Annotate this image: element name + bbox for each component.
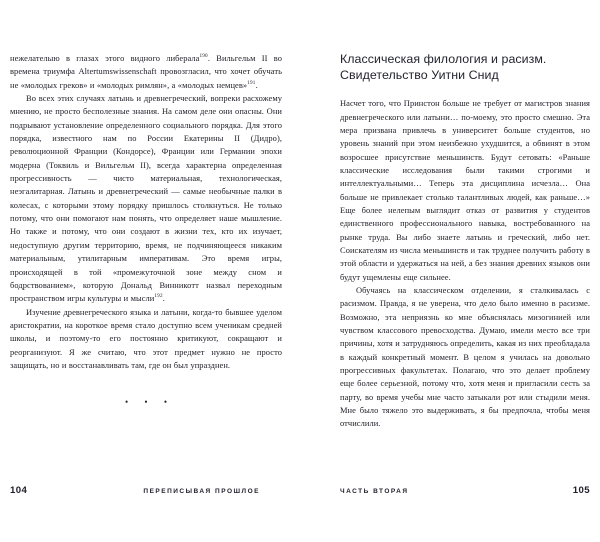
left-page-text-column bbox=[10, 52, 282, 407]
section-separator bbox=[10, 398, 282, 407]
paragraph: Во всех этих случаях латынь и древнегреческий, вопреки расхожему мнению, не просто бесполезные знания. На самом деле они опасны. Они подрывают установление определенного социального порядка. Для этого порядка, известного нам по России Екатерины II (Дидро), революционной Франции (Кондорсе), Франции или Германии эпохи модерна (Токвиль и Вильгельм II), всегда характерна определенная прогрессивность — чисто материальная, технологическая, неэгалитарная. Латынь и древнегреческий — самые необычные палки в колесах, с которыми этому порядку пришлось столкнуться. Не только потому, что они помогают нам понять, что определяет наше мышление. Но также и потому, что они создают в жизни тех, кто их изучает, недоступную другим территорию, время, не подчиняющееся никаким материальным, утилитарным императивам. Это время игры, происходящей в той «промежуточной зоне между сном и бодрствованием», которую Дональд Винникотт назвал переходным пространством игры культуры и мысли$^{192}$. bbox=[10, 93, 282, 304]
paragraph: Насчет того, что Принстон больше не требует от магистров знания древнегреческого или латыни… по-моему, это просто смешно. Эта мера призвана привлечь в университет больше студентов, но уровень знаний при этом неизбежно ухудшится, а обвинят в этом возросшее присутствие меньшинств. Будут сетовать: «Раньше классические исследования были такими строгими и интеллектуальными… Теперь эта дисциплина исчезла… Она больше не привлекает столько талантливых людей, как раньше…» Еще более нелепым выглядит отказ от развития у студентов единственного профессионального навыка, востребованного на рынке труда. Вы либо знаете латынь и греческий, либо нет. Соискателям из числа меньшинств и так труднее получить работу в этой области и удержаться на ней, а без знания древних языков они будут ущемлены еще сильнее. bbox=[340, 98, 590, 282]
footnote-marker[interactable]: 192 bbox=[154, 293, 163, 300]
right-page-footer bbox=[340, 485, 590, 496]
section-heading-line-2: Свидетельство Уитни Снид bbox=[340, 67, 499, 82]
section-separator-glyphs: • • • bbox=[125, 397, 174, 408]
section-heading bbox=[340, 52, 590, 83]
footnote-marker[interactable]: 190 bbox=[199, 53, 208, 60]
paragraph: Изучение древнегреческого языка и латыни, когда-то бывшее уделом аристократии, на короткое время стало доступно всем ученикам средней школы, и поэтому-то его постоянно критикуют, сокращают и реорганизуют. Я же считаю, что этот предмет нужно не просто защищать, но и восстанавливать там, где он был упразднен. bbox=[10, 306, 282, 370]
right-page-text-column bbox=[340, 52, 590, 431]
section-heading-line-1: Классическая филология и расизм. bbox=[340, 52, 547, 66]
right-page-body-text bbox=[340, 97, 590, 431]
running-head-right: ЧАСТЬ ВТОРАЯ bbox=[340, 488, 409, 495]
paragraph: Обучаясь на классическом отделении, я сталкивалась с расизмом. Правда, я не уверена, что дело было именно в расизме. Возможно, эта неприязнь ко мне объяснялась мизогинией или чувством классового превосходства. Думаю, имели место все три причины, хотя и затрудняюсь определить, какая из них преобладала в каждый конкретный момент. В целом я училась на довольно прогрессивных факультетах. Полагаю, что это делает проблему еще более серьезной, потому что, хотя меня и пригласили сесть за парту, во время учебы мне часто затыкали рот или стыдили меня. Мне было тяжело это выдерживать, я бы предпочла, чтобы меня отчислили. bbox=[340, 285, 590, 429]
paragraph: нежелателыю в глазах этого видного либерала$^{190}$. Вильгельм II во времена триумфа Altertumswissenschaft провозгласил, что хочет обучать не «молодых греков» и «молодых римлян», а «молодых немцев»$^{191}$. bbox=[10, 53, 283, 90]
page-number-left: 104 bbox=[10, 485, 28, 496]
left-page-footer bbox=[10, 485, 282, 496]
right-page bbox=[300, 0, 600, 542]
running-head-left: ПЕРЕПИСЫВАЯ ПРОШЛОЕ bbox=[143, 488, 260, 495]
page-number-right: 105 bbox=[572, 485, 590, 496]
footnote-marker[interactable]: 191 bbox=[247, 79, 256, 86]
left-page-body-text bbox=[10, 52, 282, 372]
